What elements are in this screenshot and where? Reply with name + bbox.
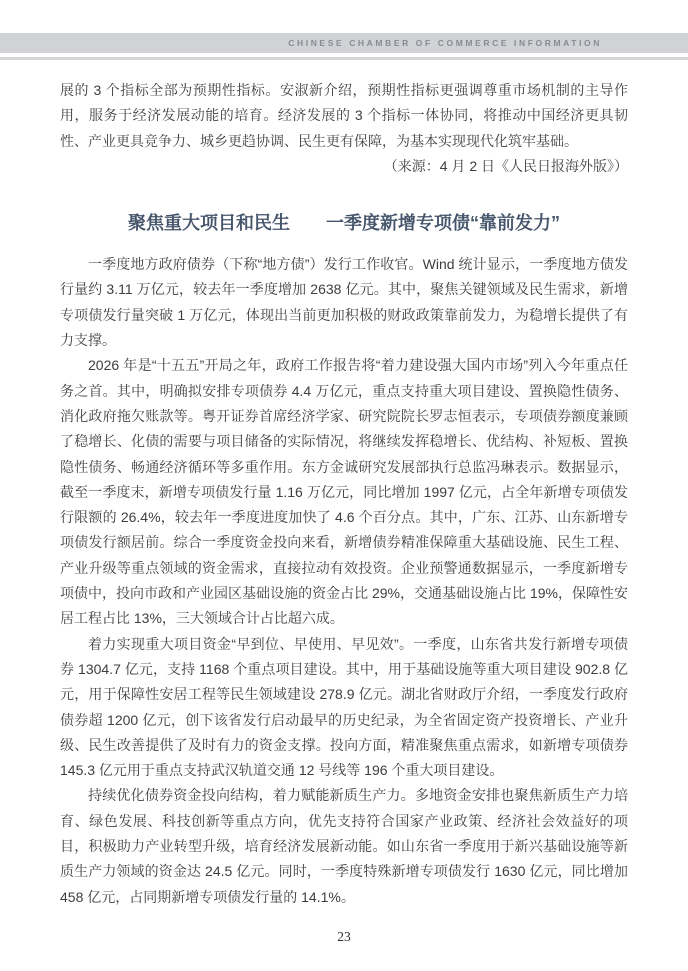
header-divider-line [0, 57, 688, 60]
article-paragraph-4: 持续优化债券资金投向结构，着力赋能新质生产力。多地资金安排也聚焦新质生产力培育、绿色发展、科技创新等重点方向，优先支持符合国家产业政策、经济社会效益好的项目，积极助力产业转型升级，培育经济发展新动能。如山东省一季度用于新兴基础设施等新质生产力领域的资金达 24.5 亿元。同时，一季度特殊新增专项债发行 1630 亿元，同比增加 458 亿元，占同期新增专项债发行量的 14.1%。 [60, 787, 628, 905]
article-title: 聚焦重大项目和民生 一季度新增专项债“靠前发力” [128, 213, 560, 234]
source-attribution: （来源：4 月 2 日《人民日报海外版》） [383, 157, 628, 174]
article-paragraph-2: 2026 年是“十五五”开局之年，政府工作报告将“着力建设强大国内市场”列入今年重点任务之首。其中，明确拟安排专项债券 4.4 万亿元，重点支持重大项目建设、置换隐性债务、消化政府拖欠账款等。粤开证券首席经济学家、研究院院长罗志恒表示，专项债券额度兼顾了稳增长、化债的需要与项目储备的实际情况，将继续发挥稳增长、优结构、补短板、置换隐性债务、畅通经济循环等多重作用。东方金诚研究发展部执行总监冯琳表示。数据显示，截至一季度末，新增专项债发行量 1.16 万亿元，同比增加 1997 亿元，占全年新增专项债发行限额的 26.4%，较去年一季度进度加快了 4.6 个百分点。其中，广东、江苏、山东新增专项债发行额居前。综合一季度资金投向来看，新增债券精准保障重大基础设施、民生工程、产业升级等重点领域的资金需求，直接拉动有效投资。企业预警通数据显示，一季度新增专项债中，投向市政和产业园区基础设施的资金占比 29%，交通基础设施占比 19%，保障性安居工程占比 13%，三大领域合计占比超六成。 [60, 357, 628, 627]
article-paragraph-3: 着力实现重大项目资金“早到位、早使用、早见效”。一季度，山东省共发行新增专项债券 1304.7 亿元，支持 1168 个重点项目建设。其中，用于基础设施等重大项目建设 902.8 亿元，用于保障性安居工程等民生领域建设 278.9 亿元。湖北省财政厅介绍，一季度发行政府债券超 1200 亿元，创下该省发行启动最早的历史纪录，为全省固定资产投资增长、产业升级、民生改善提供了及时有力的资金支撑。投向方面，精准聚焦重点需求，如新增专项债券 145.3 亿元用于重点支持武汉轨道交通 12 号线等 196 个重大项目建设。 [60, 635, 628, 779]
article-content [60, 78, 628, 910]
header-banner-text: CHINESE CHAMBER OF COMMERCE INFORMATION [288, 38, 602, 48]
page-number: 23 [337, 929, 351, 944]
article-paragraph-1: 一季度地方政府债券（下称“地方债”）发行工作收官。Wind 统计显示，一季度地方债发行量约 3.11 万亿元，较去年一季度增加 2638 亿元。其中，聚焦关键领域及民生需求，新增专项债发行量突破 1 万亿元，体现出当前更加积极的财政政策靠前发力，为稳增长提供了有力支撑。 [60, 256, 628, 349]
continuation-paragraph: 展的 3 个指标全部为预期性指标。安淑新介绍，预期性指标更强调尊重市场机制的主导作用，服务于经济发展动能的培育。经济发展的 3 个指标一体协同，将推动中国经济更具韧性、产业更具竞争力、城乡更趋协调、民生更有保障，为基本实现现代化筑牢基础。 [60, 82, 628, 149]
header-banner [0, 33, 688, 53]
